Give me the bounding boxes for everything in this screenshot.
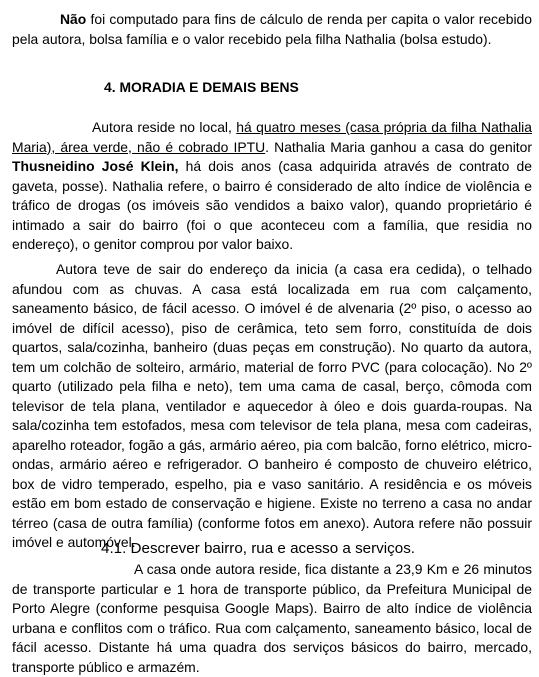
father-name: Thusneidino José Klein, [12,158,179,174]
paragraph-income-text: foi computado para fins de cálculo de renda per capita o valor recebido pela autora, bolsa família e o valor recebido pela filha Nathalia (bolsa estudo). [12,11,532,47]
paragraph-income-note [12,10,532,49]
residence-text-a: Autora reside no local, [92,119,237,135]
residence-underlined-text: há quatro meses (casa própria da filha Nathalia Maria), área verde, não é cobrado IPTU [12,119,532,155]
subsection-heading-bairro: 4.1. Descrever bairro, rua e acesso a serviços. [101,540,416,557]
paragraph-residence [12,118,532,255]
paragraph-house-description: Autora teve de sair do endereço da inicia (a casa era cedida), o telhado afundou com as chuvas. A casa está localizada em rua com calçamento, saneamento básico, de fácil acesso. O imóvel é de alvenaria (2º piso, o acesso ao imóvel de difícil acesso), piso de cerâmica, teto sem forro, constituída de dois quartos, sala/cozinha, banheiro (duas peças em construção). No quarto da autora, tem um colchão de solteiro, armário, material de forro PVC (para colocação). No 2º quarto (utilizado pela filha e neto), tem uma cama de casal, berço, cômoda com televisor de tela plana, ventilador e aquecedor à óleo e dois guarda-roupas. Na sala/cozinha tem estofados, mesa com televisor de tela plana, mesa com cadeiras, aparelho roteador, fogão a gás, armário aéreo, pia com balcão, forno elétrico, micro-ondas, armário aéreo e refrigerador. O banheiro é composto de chuveiro elétrico, box de vidro temperado, espelho, pia e vaso sanitário. A residência e os móveis estão em bom estado de conservação e higiene. Existe no terreno a casa no andar térreo (casa de outra família) (conforme fotos em anexo). Autora refere não possuir imóvel e automóvel. [12,261,532,550]
emphasis-nao: Não [60,11,87,27]
paragraph-neighborhood: A casa onde autora reside, fica distante a 23,9 Km e 26 minutos de transporte particular e 1 hora de transporte público, da Prefeitura Municipal de Porto Alegre (conforme pesquisa Google Maps). Bairro de alto índice de violência urbana e conflitos com o tráfico. Rua com calçamento, saneamento básico, local de fácil acesso. Distante há uma quadra dos serviços básicos do bairro, mercado, transporte público e armazém. [12,561,532,675]
residence-text-c: há dois anos (casa adquirida através de contrato de gaveta, posse). Nathalia refere, o bairro é considerado de alto índice de violência e tráfico de drogas (os imóveis são vendidos a baixo valor), quando proprietário é intimado a sair do bairro (foi o que aconteceu com a família, que residia no endereço), o genitor comprou por valor baixo. [12,158,532,252]
residence-text-b: . Nathalia Maria ganhou a casa do genitor [265,138,532,155]
section-heading-moradia: 4. MORADIA E DEMAIS BENS [104,79,299,95]
